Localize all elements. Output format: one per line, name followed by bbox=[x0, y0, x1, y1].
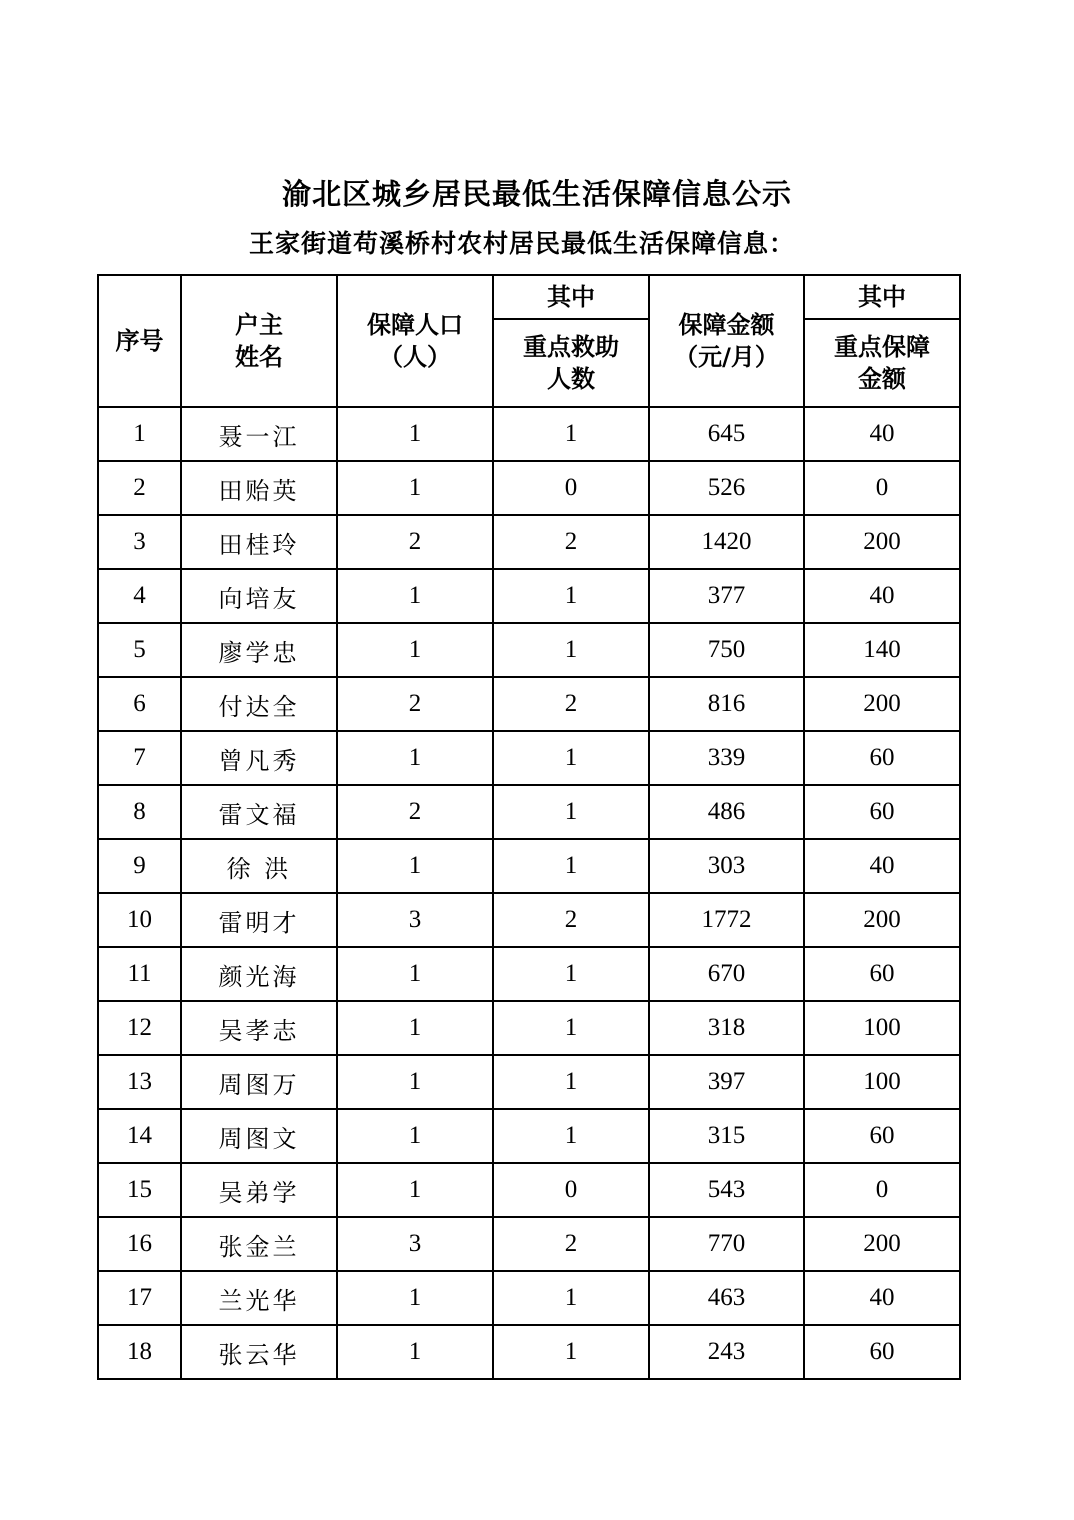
cell-key-rescue: 2 bbox=[493, 515, 649, 569]
cell-amount: 377 bbox=[649, 569, 804, 623]
header-householder-name: 户主 姓名 bbox=[181, 275, 337, 407]
table-row bbox=[98, 1001, 960, 1055]
header-among-1: 其中 bbox=[493, 275, 649, 319]
cell-amount: 750 bbox=[649, 623, 804, 677]
cell-amount: 816 bbox=[649, 677, 804, 731]
cell-name: 雷文福 bbox=[181, 785, 337, 839]
cell-key-rescue: 1 bbox=[493, 785, 649, 839]
cell-key-amount: 100 bbox=[804, 1001, 960, 1055]
cell-name: 聂一江 bbox=[181, 407, 337, 461]
header-key-amount: 重点保障 金额 bbox=[804, 319, 960, 407]
cell-seq: 1 bbox=[98, 407, 181, 461]
cell-key-rescue: 2 bbox=[493, 893, 649, 947]
cell-seq: 10 bbox=[98, 893, 181, 947]
cell-name: 曾凡秀 bbox=[181, 731, 337, 785]
cell-amount: 526 bbox=[649, 461, 804, 515]
cell-amount: 339 bbox=[649, 731, 804, 785]
cell-key-rescue: 1 bbox=[493, 1055, 649, 1109]
cell-population: 1 bbox=[337, 947, 493, 1001]
cell-population: 3 bbox=[337, 893, 493, 947]
cell-seq: 16 bbox=[98, 1217, 181, 1271]
table-row bbox=[98, 1109, 960, 1163]
cell-seq: 18 bbox=[98, 1325, 181, 1379]
cell-name: 向培友 bbox=[181, 569, 337, 623]
table-row bbox=[98, 731, 960, 785]
cell-seq: 17 bbox=[98, 1271, 181, 1325]
table-row bbox=[98, 569, 960, 623]
cell-amount: 318 bbox=[649, 1001, 804, 1055]
cell-key-amount: 40 bbox=[804, 1271, 960, 1325]
subsistence-allowance-table bbox=[97, 274, 961, 1380]
cell-seq: 13 bbox=[98, 1055, 181, 1109]
cell-key-rescue: 1 bbox=[493, 839, 649, 893]
cell-population: 1 bbox=[337, 1001, 493, 1055]
cell-name: 雷明才 bbox=[181, 893, 337, 947]
cell-key-amount: 140 bbox=[804, 623, 960, 677]
table-row bbox=[98, 1217, 960, 1271]
cell-key-amount: 100 bbox=[804, 1055, 960, 1109]
table-row bbox=[98, 839, 960, 893]
cell-amount: 770 bbox=[649, 1217, 804, 1271]
cell-key-rescue: 1 bbox=[493, 623, 649, 677]
cell-seq: 12 bbox=[98, 1001, 181, 1055]
table-row bbox=[98, 1271, 960, 1325]
cell-seq: 9 bbox=[98, 839, 181, 893]
cell-amount: 670 bbox=[649, 947, 804, 1001]
cell-key-rescue: 1 bbox=[493, 1271, 649, 1325]
cell-population: 1 bbox=[337, 839, 493, 893]
cell-seq: 3 bbox=[98, 515, 181, 569]
cell-name: 兰光华 bbox=[181, 1271, 337, 1325]
cell-population: 1 bbox=[337, 407, 493, 461]
table-row bbox=[98, 461, 960, 515]
cell-population: 1 bbox=[337, 1271, 493, 1325]
cell-key-amount: 60 bbox=[804, 1109, 960, 1163]
cell-population: 1 bbox=[337, 569, 493, 623]
table-body bbox=[98, 407, 960, 1379]
table-row bbox=[98, 1055, 960, 1109]
cell-key-amount: 40 bbox=[804, 569, 960, 623]
cell-key-rescue: 0 bbox=[493, 461, 649, 515]
cell-amount: 463 bbox=[649, 1271, 804, 1325]
cell-key-rescue: 1 bbox=[493, 731, 649, 785]
cell-population: 2 bbox=[337, 515, 493, 569]
cell-population: 2 bbox=[337, 677, 493, 731]
cell-key-amount: 0 bbox=[804, 1163, 960, 1217]
cell-name: 付达全 bbox=[181, 677, 337, 731]
cell-population: 1 bbox=[337, 731, 493, 785]
cell-name: 吴弟学 bbox=[181, 1163, 337, 1217]
header-amount: 保障金额 （元/月） bbox=[649, 275, 804, 407]
cell-key-rescue: 2 bbox=[493, 677, 649, 731]
table-row bbox=[98, 407, 960, 461]
cell-key-amount: 60 bbox=[804, 947, 960, 1001]
cell-name: 徐 洪 bbox=[181, 839, 337, 893]
cell-population: 1 bbox=[337, 461, 493, 515]
cell-key-amount: 60 bbox=[804, 785, 960, 839]
table-row bbox=[98, 1325, 960, 1379]
cell-amount: 397 bbox=[649, 1055, 804, 1109]
cell-population: 1 bbox=[337, 1055, 493, 1109]
cell-key-rescue: 1 bbox=[493, 407, 649, 461]
cell-seq: 5 bbox=[98, 623, 181, 677]
cell-key-rescue: 1 bbox=[493, 1001, 649, 1055]
table-header bbox=[98, 275, 960, 407]
cell-key-rescue: 1 bbox=[493, 569, 649, 623]
cell-amount: 303 bbox=[649, 839, 804, 893]
table-row bbox=[98, 785, 960, 839]
cell-name: 张金兰 bbox=[181, 1217, 337, 1271]
table-row bbox=[98, 623, 960, 677]
table-row bbox=[98, 893, 960, 947]
cell-amount: 315 bbox=[649, 1109, 804, 1163]
cell-amount: 645 bbox=[649, 407, 804, 461]
cell-amount: 543 bbox=[649, 1163, 804, 1217]
table-row bbox=[98, 1163, 960, 1217]
cell-seq: 7 bbox=[98, 731, 181, 785]
cell-seq: 11 bbox=[98, 947, 181, 1001]
cell-key-amount: 40 bbox=[804, 407, 960, 461]
cell-seq: 2 bbox=[98, 461, 181, 515]
cell-name: 周图文 bbox=[181, 1109, 337, 1163]
cell-key-rescue: 1 bbox=[493, 1325, 649, 1379]
cell-amount: 243 bbox=[649, 1325, 804, 1379]
cell-key-rescue: 0 bbox=[493, 1163, 649, 1217]
cell-amount: 486 bbox=[649, 785, 804, 839]
cell-key-amount: 0 bbox=[804, 461, 960, 515]
cell-seq: 14 bbox=[98, 1109, 181, 1163]
cell-key-amount: 200 bbox=[804, 1217, 960, 1271]
cell-key-amount: 200 bbox=[804, 515, 960, 569]
header-population: 保障人口 （人） bbox=[337, 275, 493, 407]
cell-name: 周图万 bbox=[181, 1055, 337, 1109]
page-title: 渝北区城乡居民最低生活保障信息公示 bbox=[281, 177, 792, 211]
cell-population: 2 bbox=[337, 785, 493, 839]
cell-amount: 1420 bbox=[649, 515, 804, 569]
cell-name: 田贻英 bbox=[181, 461, 337, 515]
cell-key-amount: 200 bbox=[804, 893, 960, 947]
cell-amount: 1772 bbox=[649, 893, 804, 947]
cell-key-amount: 60 bbox=[804, 731, 960, 785]
cell-key-amount: 40 bbox=[804, 839, 960, 893]
cell-population: 1 bbox=[337, 1109, 493, 1163]
header-seq: 序号 bbox=[98, 275, 181, 407]
cell-key-rescue: 1 bbox=[493, 1109, 649, 1163]
cell-seq: 6 bbox=[98, 677, 181, 731]
cell-key-amount: 200 bbox=[804, 677, 960, 731]
cell-seq: 8 bbox=[98, 785, 181, 839]
header-key-rescue: 重点救助 人数 bbox=[493, 319, 649, 407]
header-among-2: 其中 bbox=[804, 275, 960, 319]
cell-name: 吴孝志 bbox=[181, 1001, 337, 1055]
cell-population: 1 bbox=[337, 1325, 493, 1379]
cell-name: 廖学忠 bbox=[181, 623, 337, 677]
cell-seq: 4 bbox=[98, 569, 181, 623]
cell-name: 张云华 bbox=[181, 1325, 337, 1379]
cell-key-rescue: 2 bbox=[493, 1217, 649, 1271]
table-row bbox=[98, 947, 960, 1001]
page-subtitle: 王家街道苟溪桥村农村居民最低生活保障信息： bbox=[248, 229, 795, 258]
cell-population: 3 bbox=[337, 1217, 493, 1271]
cell-name: 田桂玲 bbox=[181, 515, 337, 569]
table-row bbox=[98, 677, 960, 731]
cell-population: 1 bbox=[337, 623, 493, 677]
cell-seq: 15 bbox=[98, 1163, 181, 1217]
cell-population: 1 bbox=[337, 1163, 493, 1217]
cell-key-amount: 60 bbox=[804, 1325, 960, 1379]
cell-key-rescue: 1 bbox=[493, 947, 649, 1001]
cell-name: 颜光海 bbox=[181, 947, 337, 1001]
table-row bbox=[98, 515, 960, 569]
